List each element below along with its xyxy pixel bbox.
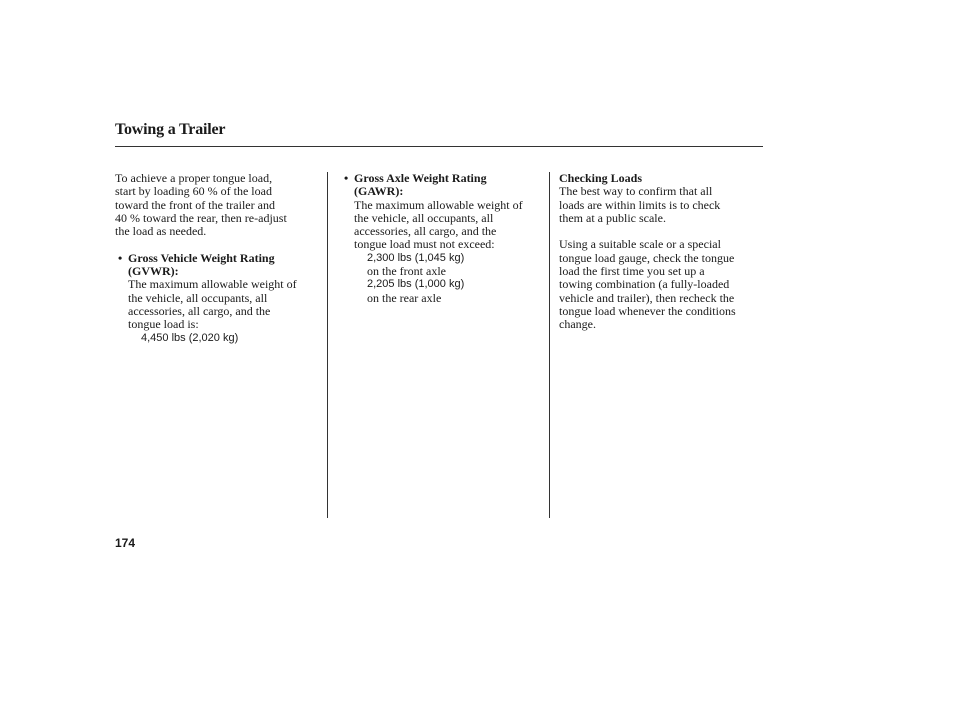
paragraph-1 [559, 185, 764, 225]
gvwr-heading: (GVWR): [128, 264, 179, 279]
bullet-icon: • [118, 250, 123, 265]
column-1 [115, 172, 320, 345]
text-line: To achieve a proper tongue load, [115, 171, 273, 185]
gawr-heading: (GAWR): [354, 184, 404, 199]
text-line: accessories, all cargo, and the [128, 303, 271, 318]
gawr-item [341, 172, 543, 305]
column-divider-1 [327, 172, 328, 518]
text-line: the load as needed. [115, 224, 207, 239]
text-line: tongue load is: [128, 317, 199, 332]
text-line: change. [559, 317, 596, 332]
text-line: them at a public scale. [559, 210, 666, 225]
section-heading: Checking Loads [559, 171, 643, 185]
title-rule [115, 146, 763, 147]
text-line: start by loading 60 % of the load [115, 184, 272, 199]
text-line: accessories, all cargo, and the [354, 224, 497, 239]
text-line: The maximum allowable weight of [128, 277, 297, 292]
page-title: Towing a Trailer [115, 121, 226, 138]
text-line: tongue load must not exceed: [354, 237, 495, 252]
bullet-icon: • [344, 171, 349, 185]
text-line: The maximum allowable weight of [354, 197, 523, 212]
column-2 [341, 172, 543, 305]
text-line: load the first time you set up a [559, 264, 705, 279]
intro-paragraph [115, 172, 320, 238]
gawr-rear-value: 2,205 lbs (1,000 kg) [367, 278, 465, 291]
text-line: vehicle and trailer), then recheck the [559, 290, 735, 305]
text-line: tongue load whenever the conditions [559, 303, 736, 318]
text-line: The best way to confirm that all [559, 184, 713, 199]
text-line: Using a suitable scale or a special [559, 237, 721, 252]
gawr-heading: Gross Axle Weight Rating [354, 171, 487, 185]
gvwr-value: 4,450 lbs (2,020 kg) [141, 331, 239, 344]
column-3 [559, 172, 764, 332]
gawr-rear-label: on the rear axle [367, 290, 442, 305]
paragraph-2 [559, 238, 764, 331]
text-line: the vehicle, all occupants, all [354, 210, 494, 225]
gvwr-heading: Gross Vehicle Weight Rating [128, 250, 275, 265]
column-divider-2 [549, 172, 550, 518]
gawr-front-value: 2,300 lbs (1,045 kg) [367, 251, 465, 264]
gawr-front-label: on the front axle [367, 264, 446, 279]
text-line: tongue load gauge, check the tongue [559, 250, 735, 265]
text-line: towing combination (a fully-loaded [559, 277, 730, 292]
text-line: the vehicle, all occupants, all [128, 290, 268, 305]
text-line: toward the front of the trailer and [115, 197, 275, 212]
text-line: 40 % toward the rear, then re-adjust [115, 210, 287, 225]
text-line: loads are within limits is to check [559, 197, 721, 212]
gvwr-item [115, 252, 320, 345]
page-number: 174 [115, 536, 136, 550]
